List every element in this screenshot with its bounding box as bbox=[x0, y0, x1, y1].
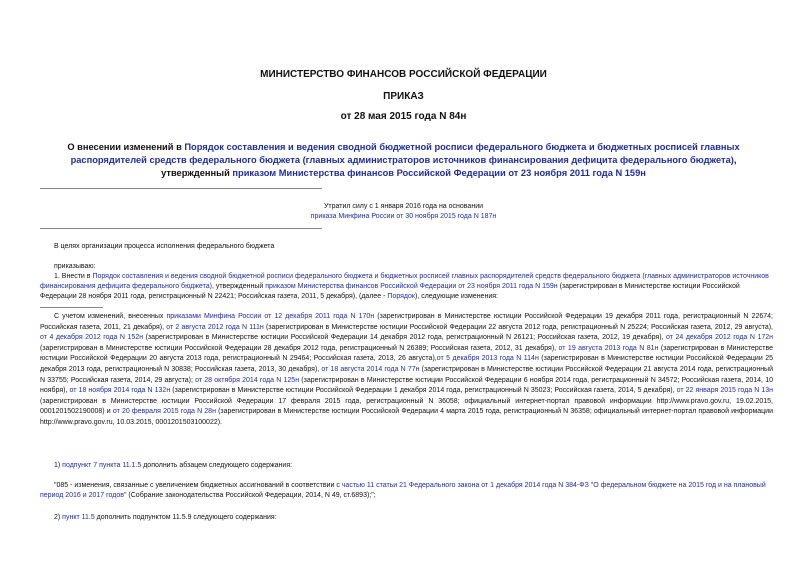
footnote-link[interactable]: приказами Минфина России от 12 декабря 2011 года N 170н bbox=[166, 313, 375, 320]
text: (зарегистрирован в Министерстве юстиции Российской Федерации 14 декабря 2012 года, регистрационный N 26121; Российская газета, 2012, 19 декабря), bbox=[143, 334, 667, 342]
federal-law-link[interactable]: частью 11 статьи 21 Федерального закона от 1 декабря 2014 года N 384-ФЗ "О федеральном бюджете на 2015 год и на плановый период 2016 и 2017 годов" bbox=[40, 482, 766, 499]
point-link[interactable]: пункт 11.5 bbox=[62, 514, 95, 521]
text: (зарегистрирован в Министерстве юстиции Российской Федерации 25 декабря 2013 года, регистрационный N 30838; Российская газета, 2013, 30 декабря), bbox=[40, 355, 773, 373]
text: (зарегистрирован в Министерстве юстиции Российской Федерации 4 марта 2015 года, регистрационный N 36358; официальный интернет-портал правовой информации http://www.pravo.gov.ru, 10.03.2015, 0001201503100022). bbox=[40, 408, 773, 426]
footnote-link[interactable]: от 20 февраля 2015 года N 28н bbox=[112, 408, 216, 416]
procedure-link[interactable]: Порядок составления и ведения сводной бюджетной росписи федерального бюджета и бюджетных росписей главных распорядителей средств федерального бюджета (главных администраторов источников финансирования дефицита федерального бюджета) bbox=[40, 273, 769, 290]
procedure-short-link[interactable]: Порядок bbox=[387, 293, 415, 300]
text: , утвержденный bbox=[211, 283, 266, 290]
text: (зарегистрирован в Министерстве юстиции Российской Федерации 21 августа 2014 года, регистрационный N 33755; Российская газета, 2014, 29 августа); bbox=[40, 365, 773, 384]
text: дополнить абзацем следующего содержания: bbox=[141, 462, 293, 469]
text: С учетом изменений, внесенных bbox=[54, 313, 167, 320]
divider bbox=[40, 228, 322, 229]
ministry-heading: МИНИСТЕРСТВО ФИНАНСОВ РОССИЙСКОЙ ФЕДЕРАЦИИ bbox=[260, 69, 547, 80]
order-link[interactable]: приказом Министерства финансов Российской Федерации от 23 ноября 2011 года N 159н bbox=[265, 283, 558, 290]
footnote-divider bbox=[40, 307, 103, 308]
title-link-order[interactable]: приказом Министерства финансов Российской Федерации от 23 ноября 2011 года N 159н bbox=[232, 168, 646, 178]
footnote-link[interactable]: от 2 августа 2012 года N 111н bbox=[166, 323, 264, 331]
status-link[interactable]: приказа Минфина России от 30 ноября 2015 года N 187н bbox=[310, 213, 497, 220]
footnote-link[interactable]: от 19 августа 2013 года N 81н bbox=[558, 344, 659, 352]
title-text: О внесении изменений в bbox=[67, 142, 185, 152]
text: (зарегистрирован в Министерстве юстиции Российской Федерации 1 декабря 2014 года, регистрационный N 35023; Российская газета, 2014, 5 декабря), bbox=[170, 387, 677, 395]
sub-item-2 bbox=[40, 513, 770, 523]
item-1-paragraph bbox=[40, 272, 770, 302]
footnote-link[interactable]: от 28 октября 2014 года N 125н bbox=[195, 376, 300, 384]
footnote-link[interactable]: от 18 августа 2014 года N 77н bbox=[321, 365, 420, 373]
footnote-link[interactable]: от 5 декабря 2013 года N 114н bbox=[436, 355, 539, 363]
text: (зарегистрирован в Министерстве юстиции Российской Федерации 19 декабря 2011 года, регистрационный N 22674; Российская газета, 2011, 21 декабря), bbox=[40, 313, 773, 331]
text: "085 - изменения, связанные с увеличением бюджетных ассигнований в соответствии с bbox=[54, 482, 342, 489]
text: 1) bbox=[54, 462, 63, 469]
text: 1. Внести в bbox=[54, 273, 93, 280]
text: (зарегистрирован в Министерстве юстиции Российской Федерации 6 ноября 2014 года, регистрационный N 34572; Российская газета, 2014, 10 ноября), bbox=[40, 376, 774, 395]
text: (зарегистрирован в Министерстве юстиции Российской Федерации 22 августа 2012 года, регистрационный N 25224; Российская газета, 2012, 29 августа), bbox=[263, 323, 773, 331]
status-note bbox=[0, 202, 807, 222]
doc-type-heading: ПРИКАЗ bbox=[383, 91, 424, 102]
document-title bbox=[40, 141, 767, 180]
text: (зарегистрирован в Министерстве юстиции Российской Федерации 28 декабря 2012 года, регистрационный N 26389; Российская газета, 2012, 31 декабря), bbox=[40, 344, 559, 352]
footnote-link[interactable]: от 22 января 2015 года N 13н bbox=[676, 387, 774, 395]
text: (зарегистрирован в Министерстве юстиции Российской Федерации 20 августа 2013 года, регистрационный N 29464; Российская газета, 2013, 26 августа), bbox=[40, 344, 773, 363]
intro-paragraph: В целях организации процесса исполнения федерального бюджета bbox=[54, 243, 275, 250]
date-number: от 28 мая 2015 года N 84н bbox=[340, 111, 467, 122]
text: (зарегистрирован в Министерстве юстиции Российской Федерации 28 ноября 2011 года, регистрационный N 22421; Российская газета, 2011, 5 декабря), (далее - bbox=[40, 283, 740, 300]
divider bbox=[40, 188, 322, 189]
title-text: , утвержденный bbox=[161, 155, 737, 178]
footnote-link[interactable]: от 4 декабря 2012 года N 152н bbox=[40, 334, 144, 342]
quoted-paragraph bbox=[40, 481, 770, 501]
text: ), следующие изменения: bbox=[414, 293, 498, 300]
text: (зарегистрирован в Министерстве юстиции Российской Федерации 17 февраля 2015 года, регистрационный N 36058; официальный интернет-портал правовой информации http://www.pravo.gov.ru, 19.02.2015, 0001201502190008) и bbox=[40, 397, 773, 416]
subparagraph-link[interactable]: подпункт 7 пункта 11.1.5 bbox=[62, 462, 142, 469]
sub-item-1 bbox=[40, 461, 770, 471]
footnote bbox=[40, 312, 773, 429]
footnote-link[interactable]: от 24 декабря 2012 года N 172н bbox=[666, 334, 773, 342]
text: дополнить подпунктом 11.5.9 следующего содержания: bbox=[94, 514, 277, 521]
footnote-link[interactable]: от 18 ноября 2014 года N 132н bbox=[69, 387, 171, 395]
status-line: Утратил силу с 1 января 2016 года на основании bbox=[323, 203, 484, 210]
order-word: приказываю: bbox=[54, 263, 96, 270]
text: (Собрание законодательства Российской Федерации, 2014, N 49, ст.6893);"; bbox=[126, 492, 376, 499]
text: 2) bbox=[54, 514, 63, 521]
title-link-procedure[interactable]: Порядок составления и ведения сводной бюджетной росписи федерального бюджета и бюджетных росписей главных распорядителей средств федерального бюджета (главных администраторов источников финансирования дефицита федерального бюджета) bbox=[70, 142, 740, 165]
